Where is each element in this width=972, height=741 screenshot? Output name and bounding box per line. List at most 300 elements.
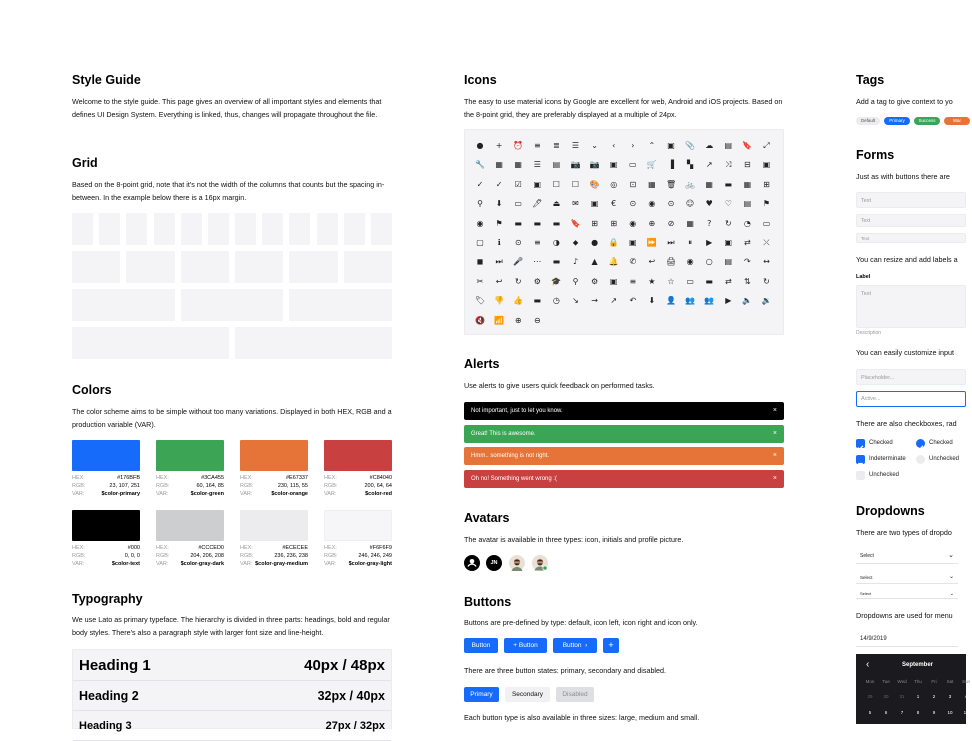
- grid-column: [181, 251, 229, 283]
- material-icon: 👥: [685, 296, 696, 306]
- secondary-button[interactable]: Secondary: [505, 687, 550, 702]
- color-rgb-row: [240, 552, 308, 560]
- calendar-day[interactable]: 10: [947, 710, 953, 715]
- material-icon: ♪: [572, 257, 579, 267]
- color-value: $color-gray-dark: [180, 561, 224, 567]
- calendar-day[interactable]: 3: [948, 694, 952, 699]
- material-icon: ⊟: [744, 160, 751, 170]
- material-icon: ⚙: [591, 276, 599, 286]
- tags-title: Tags: [856, 73, 885, 87]
- calendar-day[interactable]: 5: [868, 710, 872, 715]
- buttons-states-desc: There are three button states: primary, secondary and disabled.: [464, 666, 667, 675]
- material-icon: →: [591, 296, 598, 306]
- material-icon: ⏭: [495, 257, 503, 267]
- grid-column: [72, 289, 175, 321]
- material-icon: ◎: [610, 179, 618, 189]
- typo-size: 40px / 48px: [304, 656, 385, 674]
- textarea-field[interactable]: Text: [856, 285, 966, 328]
- color-key: VAR:: [72, 491, 85, 497]
- color-key: RGB:: [324, 553, 338, 559]
- material-icon: ↻: [724, 218, 732, 228]
- user-icon: [464, 555, 480, 571]
- colors-desc: The color scheme aims to be simple without too many variations. Displayed in both HEX, RGB and a production variable (VAR).: [72, 407, 392, 429]
- color-rgb-row: [72, 482, 140, 490]
- material-icon: ▬: [705, 276, 713, 286]
- material-icon: ⇄: [744, 238, 751, 247]
- color-var-row: [240, 560, 308, 568]
- text-input-small[interactable]: Text: [856, 233, 966, 243]
- alert-text: Great! This is awesome.: [471, 431, 536, 437]
- material-icon: ⊘: [667, 218, 675, 228]
- close-icon[interactable]: ×: [772, 407, 777, 414]
- checkbox-label: Indeterminate: [869, 456, 906, 462]
- material-icon: ⊙: [514, 238, 522, 247]
- material-icon: ↶: [629, 296, 637, 306]
- material-icon: ▶: [706, 238, 713, 247]
- color-key: VAR:: [324, 561, 337, 567]
- colors-title: Colors: [72, 383, 112, 397]
- material-icon: 🗑: [666, 179, 677, 189]
- material-icon: ▚: [687, 160, 694, 170]
- forms-resize-desc: You can resize and add labels a: [856, 255, 958, 264]
- alerts-title: Alerts: [464, 357, 500, 371]
- material-icon: ☺: [685, 199, 695, 209]
- calendar-day[interactable]: 29: [867, 694, 873, 699]
- color-hex-row: [324, 474, 392, 482]
- color-key: VAR:: [324, 491, 337, 497]
- checkbox-indeterminate[interactable]: [856, 455, 865, 464]
- color-key: HEX:: [72, 475, 85, 481]
- field-label: Label: [856, 274, 871, 280]
- color-key: RGB:: [240, 553, 254, 559]
- profile-picture: [509, 555, 525, 571]
- material-icon: ●: [591, 238, 599, 247]
- avatar-photo[interactable]: [509, 555, 525, 571]
- material-icon: 📶: [494, 315, 505, 325]
- material-icon: ▬: [552, 257, 561, 267]
- color-key: HEX:: [324, 475, 337, 481]
- color-swatch: [156, 440, 224, 471]
- material-icon: ⏰: [513, 141, 524, 150]
- material-icon: 🔇: [475, 315, 485, 325]
- color-swatch: [240, 510, 308, 541]
- close-icon[interactable]: ×: [772, 430, 777, 437]
- material-icon: ⇄: [724, 276, 732, 286]
- material-icon: ☐: [552, 179, 560, 189]
- close-icon[interactable]: ×: [772, 452, 777, 459]
- color-hex-row: [156, 544, 224, 552]
- material-icon: 🏷: [475, 296, 486, 306]
- color-key: VAR:: [156, 491, 169, 497]
- grid-column: [72, 327, 229, 359]
- material-icon: ✉: [572, 199, 579, 209]
- color-value: $color-green: [190, 491, 224, 497]
- color-swatch-label: [240, 474, 308, 498]
- material-icon: ♥: [705, 199, 713, 209]
- material-icon: ↩: [648, 257, 656, 267]
- color-value: #C84040: [369, 475, 392, 481]
- material-icon: ›: [631, 141, 635, 150]
- color-var-row: [72, 560, 140, 568]
- calendar-day[interactable]: 6: [884, 710, 888, 715]
- color-value: $color-red: [365, 491, 392, 497]
- material-icon: €: [611, 199, 617, 209]
- color-value: #000: [127, 545, 140, 551]
- color-var-row: [156, 560, 224, 568]
- dropdown-large[interactable]: [856, 548, 958, 564]
- calendar-weekday: Mon: [865, 679, 875, 684]
- grid-column: [72, 213, 93, 245]
- checkbox-checked[interactable]: [856, 439, 865, 448]
- tags-desc: Add a tag to give context to yo: [856, 97, 953, 106]
- grid-column: [344, 213, 365, 245]
- color-value: #F6F6F9: [369, 545, 392, 551]
- material-icon: ▣: [609, 160, 618, 170]
- material-icon: ℹ: [497, 238, 501, 247]
- material-icon: ⊞: [591, 218, 598, 228]
- material-icon: 👎: [494, 296, 505, 306]
- calendar-day[interactable]: 8: [916, 710, 920, 715]
- calendar-weekday: Tue: [882, 679, 890, 684]
- active-input[interactable]: Active...: [856, 391, 966, 407]
- color-swatch: [156, 510, 224, 541]
- checkbox-label: Checked: [869, 440, 893, 446]
- material-icon: ▭: [762, 218, 771, 228]
- color-var-row: [72, 490, 140, 498]
- material-icon: ≡: [629, 276, 637, 286]
- color-value: #CCCED0: [198, 545, 224, 551]
- dropdown-value: Select: [860, 575, 873, 580]
- avatars-title: Avatars: [464, 511, 510, 525]
- material-icon: 🔖: [742, 141, 753, 150]
- material-icon: ▬: [533, 296, 542, 306]
- material-icon: ▬: [533, 218, 542, 228]
- text-input-large[interactable]: Text: [856, 192, 966, 208]
- material-icon: ⊞: [763, 179, 770, 189]
- material-icon: ☐: [571, 179, 580, 189]
- material-icon: ≡: [533, 238, 541, 247]
- material-icon: 🔈: [742, 296, 753, 306]
- material-icon: ▬: [724, 179, 733, 189]
- alert-info: [464, 402, 784, 420]
- color-swatch-label: [324, 474, 392, 498]
- color-swatch-label: [156, 474, 224, 498]
- avatars-desc: The avatar is available in three types: icon, initials and profile picture.: [464, 535, 684, 544]
- material-icon: ●: [476, 141, 484, 150]
- placeholder-input[interactable]: Placeholder...: [856, 369, 966, 385]
- color-var-row: [324, 560, 392, 568]
- dropdowns-menu-desc: Dropdowns are used for menu: [856, 611, 953, 620]
- material-icon: 📎: [685, 141, 696, 150]
- forms-desc: Just as with buttons there are: [856, 172, 950, 181]
- calendar-day[interactable]: 2: [932, 694, 936, 699]
- close-icon[interactable]: ×: [772, 475, 777, 482]
- color-rgb-row: [240, 482, 308, 490]
- radio-checked[interactable]: [916, 439, 925, 448]
- radio-unchecked[interactable]: [916, 455, 925, 464]
- material-icon: ▲: [591, 257, 598, 267]
- check-icon: [916, 443, 925, 452]
- alert-text: Oh no! Something went wrong :(: [471, 476, 558, 482]
- grid-column: [181, 289, 284, 321]
- grid-column: [317, 213, 338, 245]
- tag-warning: War: [944, 117, 970, 125]
- color-key: HEX:: [156, 545, 169, 551]
- typo-row-h2: [73, 681, 391, 711]
- calendar-day[interactable]: 11: [963, 710, 969, 715]
- material-icon: 🔔: [608, 257, 619, 267]
- material-icon: ⊖: [533, 315, 541, 325]
- icons-desc: The easy to use material icons by Google are excellent for web, Android and iOS projects. Based on the 8-point grid, they are preferably displayed at a multiple of 24px.: [464, 97, 783, 119]
- calendar-day[interactable]: 31: [899, 694, 905, 699]
- color-key: RGB:: [240, 483, 254, 489]
- color-hex-row: [240, 544, 308, 552]
- forms-title: Forms: [856, 148, 895, 162]
- typo-size: 27px / 32px: [325, 719, 385, 732]
- color-var-row: [156, 490, 224, 498]
- material-icon: 🔒: [608, 238, 619, 247]
- material-icon: ▣: [533, 179, 542, 189]
- material-icon: ◉: [686, 257, 694, 267]
- icon-right-button[interactable]: Button ›: [553, 638, 597, 653]
- material-icon: ⏩: [646, 238, 657, 247]
- color-key: RGB:: [324, 483, 338, 489]
- color-swatch: [240, 440, 308, 471]
- color-value: 60, 164, 85: [196, 483, 224, 489]
- typo-row-h1: [73, 650, 391, 681]
- calendar-day[interactable]: 4: [964, 694, 968, 699]
- typography-desc: We use Lato as primary typeface. The hierarchy is divided in three parts: headings, bold and regular body styles. There's also a paragraph style with larger font size and line-height.: [72, 615, 390, 637]
- icon-left-button[interactable]: + Button: [504, 638, 547, 653]
- material-icon: ▣: [629, 238, 637, 247]
- color-key: VAR:: [240, 491, 253, 497]
- color-rgb-row: [156, 552, 224, 560]
- material-icon: ★: [648, 276, 656, 286]
- material-icon: 🔉: [761, 296, 772, 306]
- material-icon: ≡: [533, 141, 541, 150]
- material-icon: ◔: [743, 218, 751, 228]
- material-icon: ⤨: [725, 160, 732, 170]
- color-key: HEX:: [240, 475, 253, 481]
- material-icon: ◑: [552, 238, 560, 247]
- material-icon: ○: [705, 257, 713, 267]
- material-icon: ✓: [495, 179, 503, 189]
- grid-column: [344, 251, 392, 283]
- material-icon: 🖊: [532, 199, 543, 209]
- material-icon: ⚲: [477, 199, 483, 209]
- color-swatch-label: [240, 544, 308, 568]
- material-icon: 🎤: [513, 257, 524, 267]
- material-icon: ▣: [590, 199, 599, 209]
- material-icon: ▦: [705, 179, 713, 189]
- forms-customize-desc: You can easily customize input: [856, 348, 955, 357]
- color-value: 204, 206, 208: [190, 553, 224, 559]
- alerts-desc: Use alerts to give users quick feedback on performed tasks.: [464, 381, 655, 390]
- color-swatch: [72, 510, 140, 541]
- dropdowns-title: Dropdowns: [856, 504, 925, 518]
- dropdown-medium[interactable]: [856, 571, 958, 584]
- material-icon: ▤: [724, 257, 733, 267]
- color-rgb-row: [324, 552, 392, 560]
- material-icon: ⌃: [648, 141, 656, 150]
- calendar-day[interactable]: 9: [932, 710, 936, 715]
- material-icon: ▤: [724, 141, 733, 150]
- chevron-down-icon: ⌄: [948, 574, 954, 580]
- material-icon: ⚑: [495, 218, 503, 228]
- material-icon: ⚲: [572, 276, 579, 286]
- grid-column: [289, 213, 310, 245]
- grid-column: [99, 213, 120, 245]
- grid-column: [262, 213, 283, 245]
- material-icon: ⬇: [495, 199, 503, 209]
- grid-column: [235, 251, 283, 283]
- disabled-button: Disabled: [556, 687, 594, 702]
- chevron-down-icon: ⌄: [948, 552, 954, 559]
- minus-icon: [856, 459, 865, 468]
- radio-label: Checked: [929, 440, 953, 446]
- field-description: Description: [856, 330, 882, 336]
- material-icon: ⏏: [552, 199, 561, 209]
- color-value: $color-primary: [101, 491, 140, 497]
- material-icon: ⚑: [762, 199, 771, 209]
- grid-column: [181, 213, 202, 245]
- material-icon: ↘: [572, 296, 579, 306]
- grid-title: Grid: [72, 156, 98, 170]
- profile-picture: [532, 555, 548, 571]
- material-icon: 📷: [589, 160, 600, 170]
- material-icon: ↻: [763, 276, 770, 286]
- material-icon: 🎨: [589, 179, 600, 189]
- typo-name: Heading 1: [79, 656, 151, 674]
- calendar-weekday: Sun: [961, 679, 970, 684]
- material-icon: ⚙: [533, 276, 541, 286]
- material-icon: +: [495, 141, 503, 150]
- material-icon: 🎓: [551, 276, 562, 286]
- color-swatch: [324, 510, 392, 541]
- calendar-day[interactable]: 30: [883, 694, 889, 699]
- grid-column: [154, 213, 175, 245]
- material-icon: ▦: [686, 218, 694, 228]
- color-value: $color-orange: [271, 491, 308, 497]
- color-value: #E67337: [285, 475, 308, 481]
- color-key: VAR:: [156, 561, 169, 567]
- grid-column: [289, 289, 392, 321]
- material-icon: ▦: [495, 160, 503, 170]
- material-icon: ▦: [514, 160, 522, 170]
- calendar-day[interactable]: 1: [916, 694, 920, 699]
- material-icon: 👥: [704, 296, 715, 306]
- color-swatch-label: [72, 474, 140, 498]
- material-icon: ⤢: [763, 141, 770, 150]
- color-hex-row: [324, 544, 392, 552]
- material-icon: ⏸: [688, 238, 693, 247]
- icons-title: Icons: [464, 73, 497, 87]
- buttons-title: Buttons: [464, 595, 512, 609]
- color-value: #ECECEE: [282, 545, 308, 551]
- buttons-desc: Buttons are pre-defined by type: default, icon left, icon right and icon only.: [464, 618, 698, 627]
- material-icon: ✂: [476, 276, 484, 286]
- material-icon: ☑: [514, 179, 522, 189]
- calendar-day[interactable]: 7: [900, 710, 904, 715]
- color-key: RGB:: [156, 553, 170, 559]
- alert-text: Hmm.. something is not right.: [471, 453, 550, 459]
- grid-column: [371, 213, 392, 245]
- color-key: VAR:: [72, 561, 85, 567]
- color-key: HEX:: [156, 475, 169, 481]
- date-picker-input[interactable]: 14/9/2019: [856, 631, 958, 647]
- text-input-medium[interactable]: Text: [856, 214, 966, 227]
- avatar-initials[interactable]: JN: [486, 555, 502, 571]
- color-value: 23, 107, 251: [109, 483, 140, 489]
- check-icon: [856, 443, 865, 452]
- calendar-weekday: Thu: [914, 679, 922, 684]
- material-icon: ▣: [667, 141, 675, 150]
- material-icon: ?: [707, 218, 712, 228]
- color-value: 200, 64, 64: [364, 483, 392, 489]
- chevron-left-icon[interactable]: ‹: [866, 659, 870, 670]
- material-icon: ▬: [514, 218, 522, 228]
- buttons-sizes-desc: Each button type is also available in three sizes: large, medium and small.: [464, 713, 700, 722]
- avatar-icon[interactable]: [464, 555, 480, 571]
- icon-only-button[interactable]: +: [603, 638, 619, 653]
- color-hex-row: [72, 544, 140, 552]
- color-value: 230, 115, 55: [277, 483, 308, 489]
- material-icon: ⊙: [667, 199, 675, 209]
- checkbox-unchecked[interactable]: [856, 471, 865, 480]
- material-icon: ▤: [552, 160, 561, 170]
- grid-column: [235, 213, 256, 245]
- color-value: 246, 246, 249: [358, 553, 392, 559]
- material-icon: ⊡: [629, 179, 637, 189]
- default-button[interactable]: Button: [464, 638, 498, 653]
- material-icon: ⇅: [744, 276, 751, 286]
- material-icon: ◉: [476, 218, 484, 228]
- typo-size: 32px / 40px: [317, 688, 385, 703]
- typo-name: Heading 2: [79, 688, 139, 703]
- material-icon: ↗: [610, 296, 618, 306]
- material-icon: ↻: [514, 276, 522, 286]
- material-icon: ▦: [743, 179, 752, 189]
- tag-success: Success: [914, 117, 940, 125]
- radio-label: Unchecked: [929, 456, 960, 462]
- color-hex-row: [156, 474, 224, 482]
- primary-button[interactable]: Primary: [464, 687, 499, 702]
- color-swatch-label: [72, 544, 140, 568]
- color-rgb-row: [72, 552, 140, 560]
- material-icon: 👤: [666, 296, 676, 306]
- tag-default: Default: [856, 117, 880, 125]
- typo-row-h3: [73, 711, 391, 741]
- color-swatch: [72, 440, 140, 471]
- material-icon: ▤: [743, 199, 752, 209]
- color-value: 236, 236, 238: [274, 553, 308, 559]
- color-rgb-row: [324, 482, 392, 490]
- dropdown-small[interactable]: [856, 589, 958, 599]
- material-icon: ⌄: [591, 141, 598, 150]
- color-value: 0, 0, 0: [124, 553, 140, 559]
- material-icon: ↗: [705, 160, 713, 170]
- material-icon: ⋯: [533, 257, 542, 267]
- material-icon: ◷: [552, 296, 560, 306]
- forms-checkbox-desc: There are also checkboxes, rad: [856, 419, 957, 428]
- avatar-photo-status[interactable]: [532, 555, 548, 571]
- material-icon: 🛒: [646, 160, 657, 170]
- color-value: #176BFB: [117, 475, 140, 481]
- icon-grid: [464, 129, 784, 335]
- dropdowns-desc: There are two types of dropdo: [856, 528, 952, 537]
- material-icon: ▭: [629, 160, 637, 170]
- grid-column: [126, 251, 174, 283]
